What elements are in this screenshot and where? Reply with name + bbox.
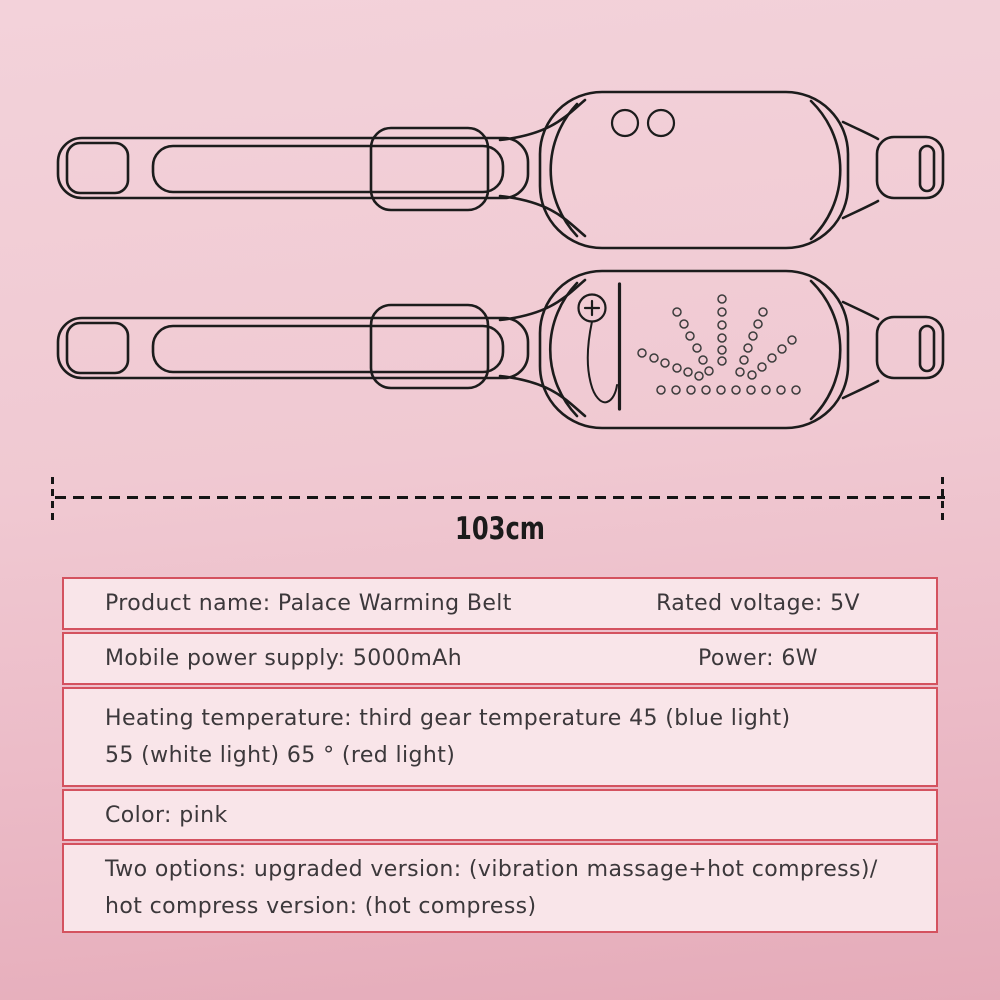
control-button-1-icon	[612, 110, 638, 136]
spec-table	[62, 577, 938, 933]
front-right-funnel-top	[843, 122, 878, 139]
spec-mobile-power-supply: Mobile power supply: 5000mAh	[105, 646, 463, 671]
spec-heating-line-2: 55 (white light) 65 ° (red light)	[105, 743, 456, 768]
spec-rated-voltage: Rated voltage: 5V	[656, 591, 860, 616]
belt-drawings	[0, 0, 1000, 470]
spec-product-name: Product name: Palace Warming Belt	[105, 591, 512, 616]
back-right-funnel-top	[843, 302, 878, 319]
connector-cable	[588, 322, 617, 403]
back-pouch-right-seam	[811, 281, 840, 419]
front-pouch-right-seam	[811, 101, 840, 239]
back-strap-slot	[153, 326, 503, 372]
spec-heating-line-1: Heating temperature: third gear temperature 45 (blue light)	[105, 706, 791, 731]
spec-power: Power: 6W	[698, 646, 818, 671]
dimension-label: 103cm	[454, 511, 545, 547]
spec-row-power-supply	[62, 632, 938, 685]
front-buckle-outline	[67, 143, 128, 193]
control-button-2-icon	[648, 110, 674, 136]
back-end-tab-slot	[920, 326, 934, 371]
dimension-tick-right	[941, 477, 944, 521]
front-pouch-outline	[540, 92, 848, 248]
dimension-line	[55, 496, 945, 499]
spec-options-line-1: Two options: upgraded version: (vibration massage+hot compress)/	[105, 857, 878, 882]
dimension-tick-left	[51, 477, 54, 521]
back-buckle-outline	[67, 323, 128, 373]
belt-back-view-drawing	[58, 271, 943, 428]
front-end-tab-slot	[920, 146, 934, 191]
spec-options-line-2: hot compress version: (hot compress)	[105, 894, 537, 919]
back-right-funnel-bottom	[843, 381, 878, 398]
front-strap-slot	[153, 146, 503, 192]
spec-row-options	[62, 843, 938, 933]
heating-dots-pattern	[638, 295, 800, 394]
belt-front-view-drawing	[58, 92, 943, 248]
spec-row-color	[62, 789, 938, 841]
spec-color: Color: pink	[105, 802, 228, 828]
power-connector-icon	[579, 295, 606, 322]
spec-row-heating-temperature	[62, 687, 938, 787]
spec-row-product-name	[62, 577, 938, 630]
front-right-funnel-bottom	[843, 201, 878, 218]
